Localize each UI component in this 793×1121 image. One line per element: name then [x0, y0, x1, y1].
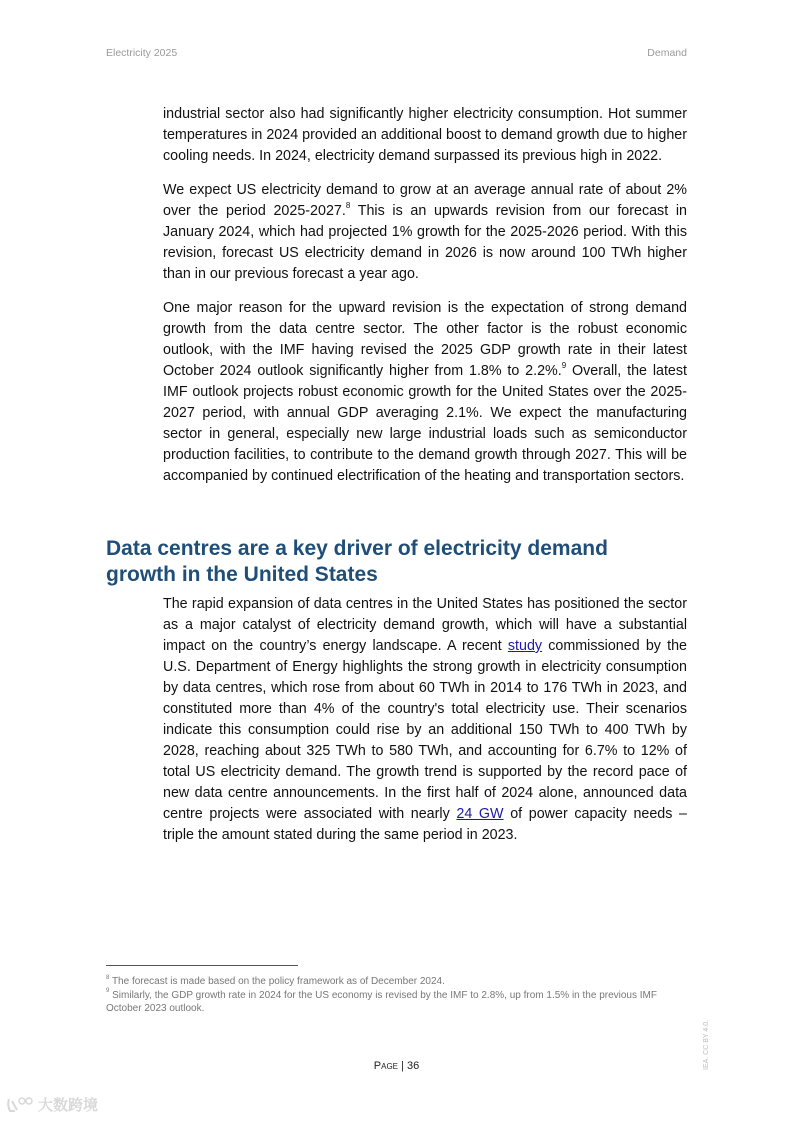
body-text-section — [163, 594, 687, 859]
license-note: IEA. CC BY 4.0. — [703, 1019, 710, 1070]
study-link[interactable]: study — [507, 638, 543, 654]
document-title: Electricity 2025 — [106, 47, 178, 59]
footnote-8: $^8$ The forecast is made based on the policy framework as of December 2024. — [106, 974, 445, 987]
footnote-9: $^9$ Similarly, the GDP growth rate in 2024 for the US economy is revised by the IMF to 2.8%, up from 1.5% in the previous IMF October 2023 outlook. — [106, 988, 657, 1014]
page-number-value: 36 — [406, 1060, 420, 1072]
24-gw-link[interactable]: 24 GW — [456, 806, 504, 822]
page-number: Page | 36 — [373, 1060, 420, 1072]
footnote-ref-9[interactable]: 9 — [561, 361, 567, 371]
paragraph: One major reason for the upward revision is the expectation of strong demand growth from the data centre sector. The other factor is the robust economic outlook, with the IMF having revised the 2025 GDP growth rate in their latest October 2024 outlook significantly higher from 1.8% to 2.2%.$^9$ Overall, the latest IMF outlook projects robust economic growth for the United States over the 2025-2027 period, with annual GDP averaging 2.1%. We expect the manufacturing sector in general, especially new large industrial loads such as semiconductor production facilities, to contribute to the demand growth through 2027. This will be accompanied by continued electrification of the heating and transportation sectors. — [163, 300, 687, 484]
section-heading: Data centres are a key driver of electricity demand growth in the United States — [106, 537, 608, 586]
paragraph: The rapid expansion of data centres in the United States has positioned the sector as a major catalyst of electricity demand growth, which will have a substantial impact on the country’s energy landscape. A recent study commissioned by the U.S. Department of Energy highlights the strong growth in electricity consumption by data centres, which rose from about 60 TWh in 2014 to 176 TWh in 2023, and constituted more than 4% of the country's total electricity use. Their scenarios indicate this consumption could rise by an additional 150 TWh to 400 TWh by 2028, reaching about 325 TWh to 580 TWh, and accounting for 6.7% to 12% of total US electricity demand. The growth trend is supported by the record pace of new data centre announcements. In the first half of 2024 alone, announced data centre projects were associated with nearly 24 GW of power capacity needs – triple the amount stated during the same period in 2023. — [163, 596, 687, 843]
body-text-top — [163, 104, 687, 500]
footnotes — [106, 975, 691, 1016]
paragraph: We expect US electricity demand to grow at an average annual rate of about 2% over the period 2025-2027.$^8$ This is an upwards revision from our forecast in January 2024, which had projected 1% growth for the 2025-2026 period. With this revision, forecast US electricity demand in 2026 is now around 100 TWh higher than in our previous forecast a year ago. — [163, 182, 687, 282]
chapter-title: Demand — [647, 47, 687, 59]
footnote-divider — [106, 965, 298, 966]
paragraph: industrial sector also had significantly higher electricity consumption. Hot summer temperatures in 2024 provided an additional boost to demand growth due to higher cooling needs. In 2024, electricity demand surpassed its previous high in 2022. — [163, 106, 687, 164]
watermark — [6, 1094, 98, 1115]
watermark-logo-icon — [6, 1096, 34, 1114]
watermark-text: 大数跨境 — [38, 1097, 99, 1114]
footnote-ref-8[interactable]: 8 — [345, 201, 351, 211]
page-label: Page — [373, 1060, 398, 1072]
running-header — [106, 47, 687, 59]
